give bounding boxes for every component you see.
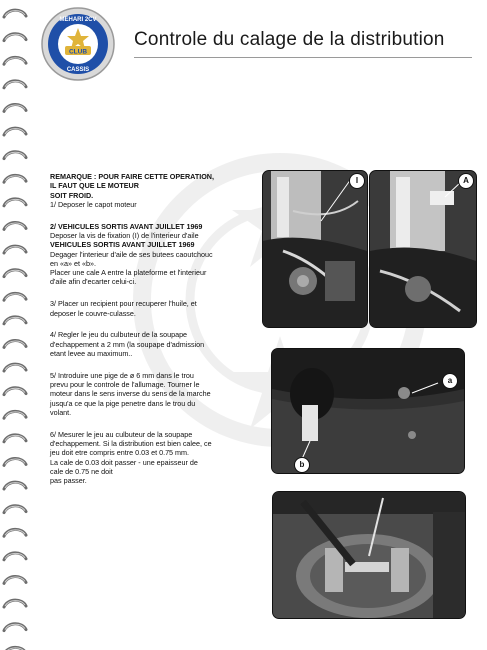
step-4-line-3: etant levee au maximum.. — [50, 348, 133, 358]
step-6-line-4: La cale de 0.03 doit passer - une epaisseur de — [50, 457, 198, 467]
step-2-line-6: Placer une cale A entre la plateforme et l'interieur — [50, 268, 207, 278]
remark-line-2: IL FAUT QUE LE MOTEUR — [50, 181, 139, 191]
label-I: I — [349, 173, 365, 189]
label-a: a — [442, 373, 458, 389]
step-6-line-5: cale de 0.75 ne doit — [50, 466, 113, 476]
paragraph-step-2 — [50, 222, 260, 287]
club-logo — [40, 6, 116, 82]
photo-fender-screw — [262, 170, 368, 328]
paragraph-remark — [50, 172, 260, 209]
step-6-line-6: pas passer. — [50, 476, 87, 486]
page-title: Controle du calage de la distribution — [134, 29, 445, 50]
step-5-line-5: volant. — [50, 407, 72, 417]
step-3-line-1: 3/ Placer un recipient pour recuperer l'huile, et — [50, 299, 197, 309]
step-6-line-3: jeu doit etre compris entre 0.03 et 0.75 mm. — [50, 448, 190, 458]
paragraph-step-3 — [50, 299, 260, 318]
step-2-heading: 2/ VEHICULES SORTIS AVANT JUILLET 1969 — [50, 221, 203, 231]
label-A: A — [458, 173, 474, 189]
step-1-text: 1/ Deposer le capot moteur — [50, 199, 137, 209]
title-divider — [134, 57, 472, 58]
instructions — [50, 172, 260, 498]
step-2-line-7: d'aile afin d'ecarter celui-ci. — [50, 277, 137, 287]
logo-bottom-text: CASSIS — [66, 67, 90, 73]
label-b: b — [294, 457, 310, 473]
paragraph-step-5 — [50, 371, 260, 417]
logo-arc-text: MEHARI 2CV — [59, 17, 97, 23]
step-5-line-4: jusqu'a ce que la pige penetre dans le trou du — [50, 398, 196, 408]
step-2-line-3: VEHICULES SORTIS AVANT JUILLET 1969 — [50, 240, 195, 250]
step-5-line-1: 5/ Introduire une pige de ø 6 mm dans le trou — [50, 370, 194, 380]
step-4-line-2: d'echappement a 2 mm (la soupape d'admission — [50, 339, 205, 349]
paragraph-step-6 — [50, 430, 260, 486]
photo-rocker-gauge — [272, 491, 466, 619]
step-2-line-5: en «a» et «b». — [50, 258, 96, 268]
remark-line-1: REMARQUE : POUR FAIRE CETTE OPERATION, — [50, 172, 214, 181]
paragraph-step-4 — [50, 330, 260, 358]
step-4-line-1: 4/ Regler le jeu du culbuteur de la soupape — [50, 330, 188, 340]
photo-shim-a — [369, 170, 477, 328]
photo-rubber-stops — [271, 348, 465, 474]
remark-line-3: SOIT FROID. — [50, 190, 94, 200]
step-6-line-2: d'echappement. Si la distribution est bien calee, ce — [50, 439, 212, 449]
step-3-line-2: deposer le couvre-culasse. — [50, 308, 136, 318]
step-6-line-1: 6/ Mesurer le jeu au culbuteur de la soupape — [50, 429, 193, 439]
step-5-line-3: moteur dans le sens inverse du sens de la marche — [50, 389, 211, 399]
step-2-line-2: Deposer la vis de fixation (I) de l'interieur d'aile — [50, 230, 199, 240]
logo-center-text: CLUB — [68, 48, 88, 56]
step-5-line-2: prevu pour le controle de l'allumage. Tourner le — [50, 380, 200, 390]
step-2-line-4: Degager l'interieur d'aile de ses butees caoutchouc — [50, 249, 213, 259]
spiral-binding — [0, 0, 34, 650]
